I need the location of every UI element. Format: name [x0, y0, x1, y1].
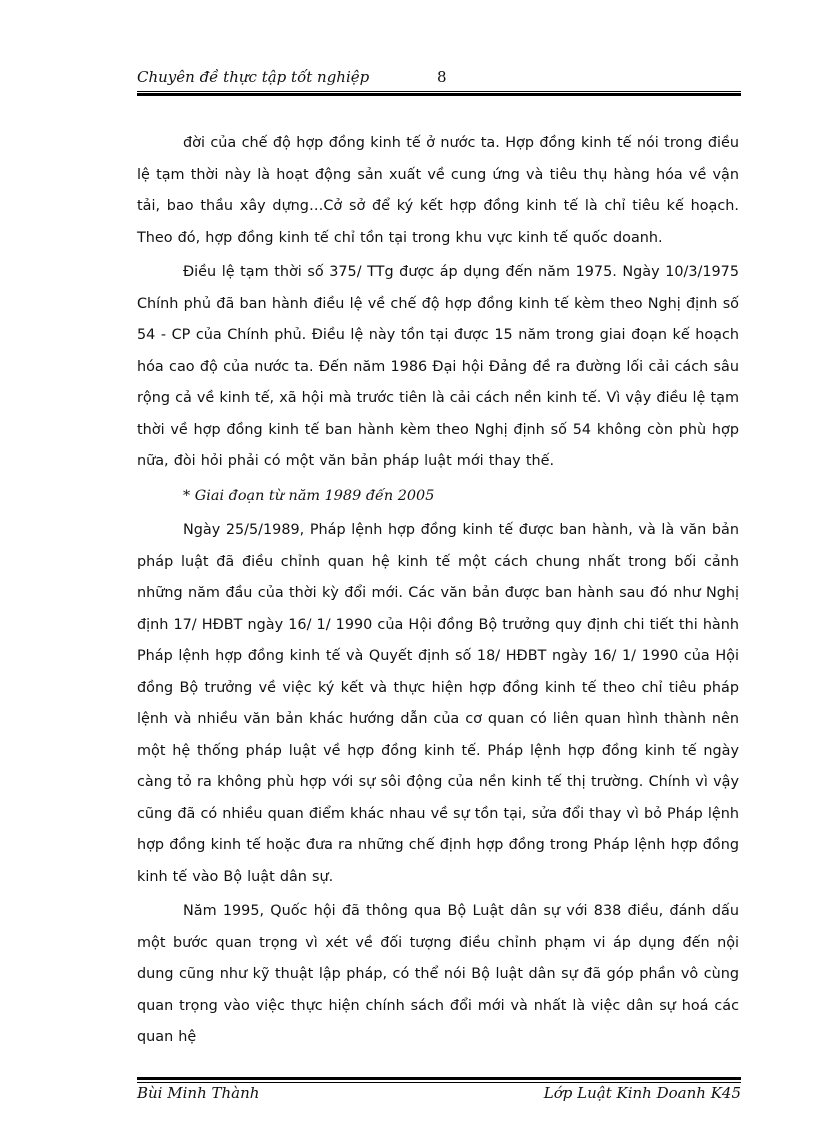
- footer-rule-thin: [137, 1082, 741, 1083]
- header-rule-thick: [137, 93, 741, 96]
- footer-rule-thick: [137, 1077, 741, 1080]
- page-header: [137, 68, 741, 90]
- header-title: Chuyên đề thực tập tốt nghiệp: [137, 68, 370, 86]
- section-subheading: * Giai đoạn từ năm 1989 đến 2005: [183, 487, 435, 504]
- paragraph-2: Điều lệ tạm thời số 375/ TTg được áp dụng đến năm 1975. Ngày 10/3/1975 Chính phủ đã ban hành điều lệ về chế độ hợp đồng kinh tế kèm theo Nghị định số 54 - CP của Chính phủ. Điều lệ này tồn tại được 15 năm trong giai đoạn kế hoạch hóa cao độ của nước ta. Đến năm 1986 Đại hội Đảng đề ra đường lối cải cách sâu rộng cả về kinh tế, xã hội mà trước tiên là cải cách nền kinh tế. Vì vậy điều lệ tạm thời về hợp đồng kinh tế ban hành kèm theo Nghị định số 54 không còn phù hợp nữa, đòi hỏi phải có một văn bản pháp luật mới thay thế.: [137, 264, 739, 469]
- paragraph-1: đời của chế độ hợp đồng kinh tế ở nước ta. Hợp đồng kinh tế nói trong điều lệ tạm thời này là hoạt động sản xuất về cung ứng và tiêu thụ hàng hóa về vận tải, bao thầu xây dựng…Cở sở để ký kết hợp đồng kinh tế là chỉ tiêu kế hoạch. Theo đó, hợp đồng kinh tế chỉ tồn tại trong khu vực kinh tế quốc doanh.: [137, 135, 739, 246]
- page-footer: [137, 1084, 741, 1106]
- footer-class: Lớp Luật Kinh Doanh K45: [543, 1084, 741, 1102]
- paragraph-3: Ngày 25/5/1989, Pháp lệnh hợp đồng kinh tế được ban hành, và là văn bản pháp luật đã điều chỉnh quan hệ kinh tế một cách chung nhất trong bối cảnh những năm đầu của thời kỳ đổi mới. Các văn bản được ban hành sau đó như Nghị định 17/ HĐBT ngày 16/ 1/ 1990 của Hội đồng Bộ trưởng quy định chi tiết thi hành Pháp lệnh hợp đồng kinh tế và Quyết định số 18/ HĐBT ngày 16/ 1/ 1990 của Hội đồng Bộ trưởng về việc ký kết và thực hiện hợp đồng kinh tế theo chỉ tiêu pháp lệnh và nhiều văn bản khác hướng dẫn của cơ quan có liên quan hình thành nên một hệ thống pháp luật về hợp đồng kinh tế. Pháp lệnh hợp đồng kinh tế ngày càng tỏ ra không phù hợp với sự sôi động của nền kinh tế thị trường. Chính vì vậy cũng đã có nhiều quan điểm khác nhau về sự tồn tại, sửa đổi thay vì bỏ Pháp lệnh hợp đồng kinh tế hoặc đưa ra những chế định hợp đồng trong Pháp lệnh hợp đồng kinh tế vào Bộ luật dân sự.: [137, 522, 739, 885]
- document-body: [137, 128, 739, 1054]
- page-number: 8: [437, 68, 447, 86]
- paragraph-4: Năm 1995, Quốc hội đã thông qua Bộ Luật dân sự với 838 điều, đánh dấu một bước quan trọng vì xét về đối tượng điều chỉnh phạm vi áp dụng đến nội dung cũng như kỹ thuật lập pháp, có thể nói Bộ luật dân sự đã góp phần vô cùng quan trọng vào việc thực hiện chính sách đổi mới và nhất là việc dân sự hoá các quan hệ: [137, 903, 739, 1045]
- header-rule-thin: [137, 91, 741, 92]
- footer-author: Bùi Minh Thành: [137, 1084, 260, 1102]
